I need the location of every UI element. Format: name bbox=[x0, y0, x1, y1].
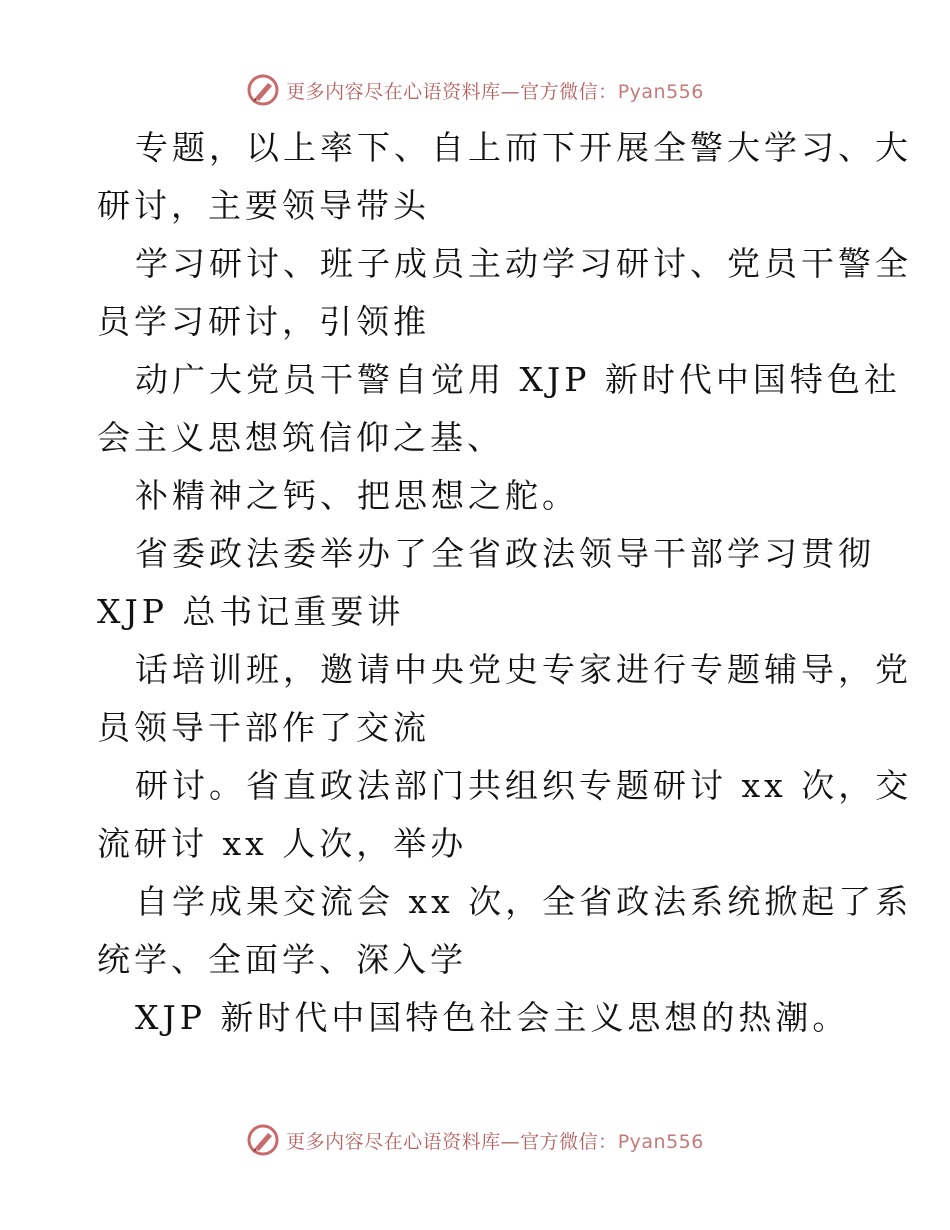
pen-logo-icon bbox=[246, 1123, 280, 1157]
document-body bbox=[97, 119, 913, 1047]
text-line: 补精神之钙、把思想之舵。 bbox=[135, 476, 579, 515]
text-line: 研讨，主要领导带头 bbox=[97, 186, 430, 225]
text-line: 学习研讨、班子成员主动学习研讨、党员干警全 bbox=[135, 244, 912, 283]
watermark-text: 更多内容尽在心语资料库—官方微信：Pyan556 bbox=[286, 80, 704, 103]
text-line: 省委政法委举办了全省政法领导干部学习贯彻 bbox=[135, 534, 875, 573]
text-line: 话培训班，邀请中央党史专家进行专题辅导，党 bbox=[135, 650, 912, 689]
text-line: 流研讨 xx 人次，举办 bbox=[97, 824, 468, 863]
text-line: 会主义思想筑信仰之基、 bbox=[97, 418, 504, 457]
text-line: 自学成果交流会 xx 次，全省政法系统掀起了系 bbox=[135, 882, 913, 921]
text-line: XJP 新时代中国特色社会主义思想的热潮。 bbox=[135, 998, 850, 1037]
text-line: 专题，以上率下、自上而下开展全警大学习、大 bbox=[135, 128, 912, 167]
text-line: 员领导干部作了交流 bbox=[97, 708, 430, 747]
text-line: 统学、全面学、深入学 bbox=[97, 940, 467, 979]
watermark-text: 更多内容尽在心语资料库—官方微信：Pyan556 bbox=[286, 1130, 704, 1153]
text-line: XJP 总书记重要讲 bbox=[97, 592, 405, 631]
pen-logo-icon bbox=[246, 73, 280, 107]
header-watermark bbox=[0, 70, 950, 110]
text-line: 研讨。省直政法部门共组织专题研讨 xx 次，交 bbox=[135, 766, 913, 805]
text-line: 员学习研讨，引领推 bbox=[97, 302, 430, 341]
footer-watermark bbox=[0, 1120, 950, 1160]
text-line: 动广大党员干警自觉用 XJP 新时代中国特色社 bbox=[135, 360, 901, 399]
